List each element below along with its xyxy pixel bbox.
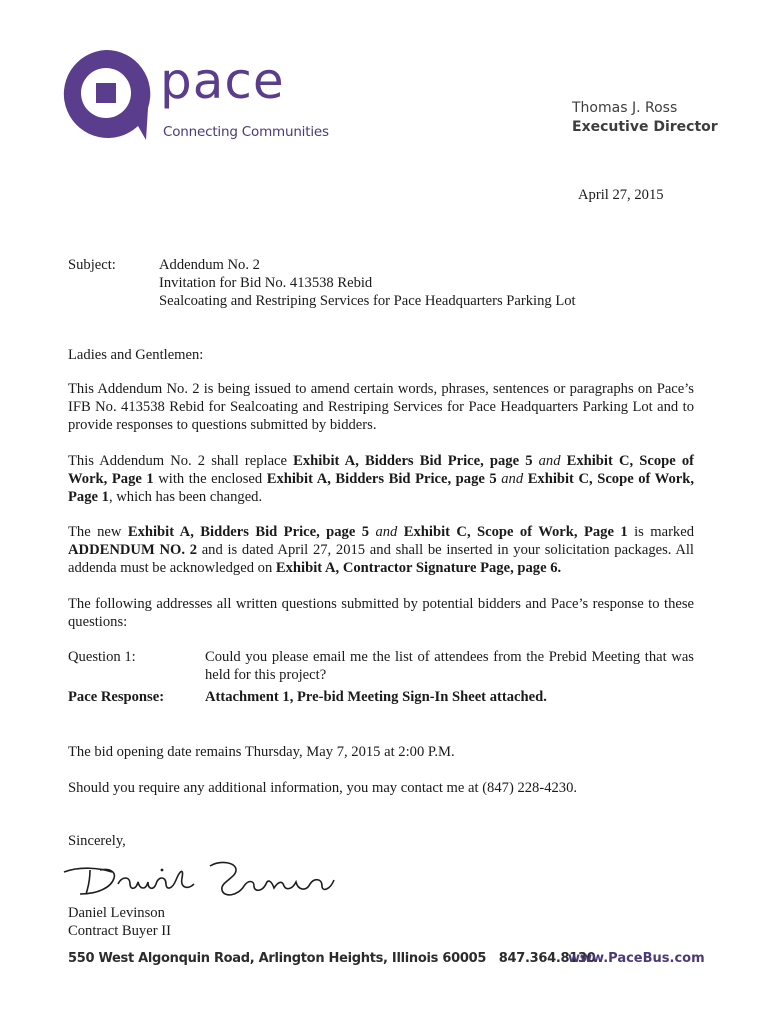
- paragraph-3: The new Exhibit A, Bidders Bid Price, page 5 and Exhibit C, Scope of Work, Page 1 is marked ADDENDUM NO. 2 and is dated April 27, 2015 and shall be inserted in your solicitation packages. All addenda must be acknowledged on Exhibit A, Contractor Signature Page, page 6.: [68, 524, 694, 576]
- salutation: Ladies and Gentlemen:: [68, 347, 204, 363]
- footer-website-link[interactable]: www.PaceBus.com: [568, 951, 705, 966]
- paragraph-2: This Addendum No. 2 shall replace Exhibit A, Bidders Bid Price, page 5 and Exhibit C, Scope of Work, Page 1 with the enclosed Exhibit A, Bidders Bid Price, page 5 and Exhibit C, Scope of Work, Page 1, which has been changed.: [68, 453, 694, 505]
- question-text: Could you please email me the list of attendees from the Prebid Meeting that was held for this project?: [205, 649, 694, 683]
- executive-name: Thomas J. Ross: [572, 100, 678, 116]
- letter-date: April 27, 2015: [578, 187, 664, 203]
- logo-tagline: Connecting Communities: [163, 124, 329, 140]
- contact-sentence: Should you require any additional information, you may contact me at (847) 228-4230.: [68, 780, 578, 796]
- bid-opening-sentence: The bid opening date remains Thursday, May 7, 2015 at 2:00 P.M.: [68, 744, 455, 760]
- subject-line-3: Sealcoating and Restriping Services for Pace Headquarters Parking Lot: [159, 293, 576, 309]
- executive-title: Executive Director: [572, 119, 718, 135]
- subject-line-2: Invitation for Bid No. 413538 Rebid: [159, 275, 373, 291]
- response-text: Attachment 1, Pre-bid Meeting Sign-In Sheet attached.: [205, 689, 547, 705]
- paragraph-4: The following addresses all written questions submitted by potential bidders and Pace’s response to these questions:: [68, 596, 694, 630]
- footer-phone: 847.364.8130: [498, 951, 596, 966]
- paragraph-1: This Addendum No. 2 is being issued to amend certain words, phrases, sentences or paragraphs on Pace’s IFB No. 413538 Rebid for Sealcoating and Restriping Services for Pace Headquarters Parking Lot and to provide responses to questions submitted by bidders.: [68, 381, 694, 433]
- question-label: Question 1:: [68, 649, 136, 665]
- signer-title: Contract Buyer II: [68, 923, 171, 939]
- footer-address: 550 West Algonquin Road, Arlington Heights, Illinois 60005 847.364.8130: [68, 951, 596, 966]
- pace-logo-mark-icon: [56, 46, 156, 146]
- logo-wordmark: pace: [160, 52, 285, 110]
- subject-line-1: Addendum No. 2: [159, 257, 260, 273]
- pace-logo: [56, 46, 336, 146]
- closing: Sincerely,: [68, 833, 126, 849]
- subject-label: Subject:: [68, 257, 116, 273]
- response-label: Pace Response:: [68, 689, 165, 705]
- handwritten-signature: [60, 850, 360, 905]
- signer-name: Daniel Levinson: [68, 905, 165, 921]
